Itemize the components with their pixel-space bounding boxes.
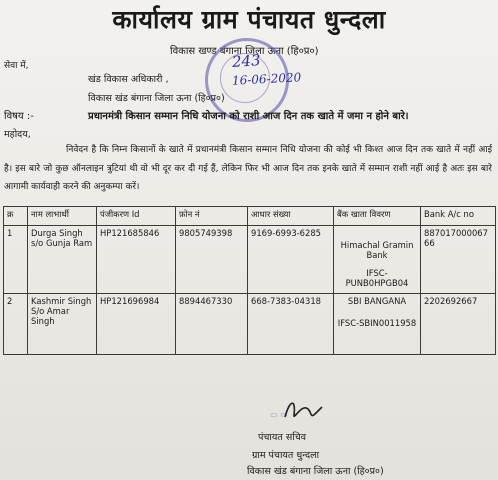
cell-sno: 1 <box>4 226 28 294</box>
official-seal-mark: ▭ ▭ <box>269 409 288 420</box>
cell-aadhaar: 9169-6993-6285 <box>248 226 334 294</box>
addressee-line-1: खंड विकास अधिकारी , <box>88 74 169 85</box>
col-header-account-no: Bank A/c no <box>421 207 496 226</box>
col-header-aadhaar: आधार संख्या <box>248 207 334 226</box>
signatory-office: ग्राम पंचायत धुन्दला <box>252 450 320 461</box>
cell-bank-details <box>334 294 421 355</box>
cell-account-no: 2202692667 <box>421 294 496 355</box>
col-header-registration-id: पंजीकरण Id <box>97 207 176 226</box>
signatory-block: विकास खंड बंगाना जिला ऊना (हि०प्र०) <box>247 466 384 477</box>
cell-bank-details <box>334 226 421 294</box>
subject-label: विषय :- <box>4 111 34 122</box>
office-subheading: विकास खण्ड बंगाना जिला ऊना (हि०प्र०) <box>170 46 319 57</box>
letter-body: निवेदन है कि निम्न किसानों के खाते में प्रधानमंत्री किसान सम्मान निधि योजना की कोई भी किश्त आज दिन तक खाते में नहीं आई है। इस बारे जो कुछ ऑनलाइन त्रुटियां थी वो भी दूर कर दी गई हैं, लेकिन फिर भी आज दिन तक इनके खाते में सम्मान राशी नहीं आई है अतः इस बारे आगामी कार्यवाही करने की अनुकम्पा करें। <box>4 145 492 192</box>
cell-phone: 8894467330 <box>176 294 248 355</box>
cell-registration-id: HP121685846 <box>97 226 176 294</box>
col-header-name: नाम लाभार्थी <box>28 207 97 226</box>
col-header-bank-details: बैंक खाता विवरण <box>334 207 421 226</box>
cell-phone: 9805749398 <box>176 226 248 294</box>
cell-sno: 2 <box>4 294 28 355</box>
salutation: महोदय, <box>4 129 31 140</box>
office-title: कार्यालय ग्राम पंचायत धुन्दला <box>112 5 386 34</box>
bank-name: Himachal Gramin Bank <box>340 240 414 260</box>
cell-account-no: 88701700006766 <box>421 226 496 294</box>
table-row <box>4 294 496 355</box>
addressee-line-2: विकास खंड बंगाना जिला ऊना (हि०प्र०) <box>88 93 225 104</box>
signature-area <box>270 395 400 435</box>
handwritten-signature <box>280 395 340 425</box>
cell-aadhaar: 668-7383-04318 <box>248 294 334 355</box>
bank-name: SBI BANGANA <box>347 296 407 306</box>
cell-name: Durga Singh s/o Gunja Ram <box>28 226 97 294</box>
bank-ifsc: IFSC-SBIN0011958 <box>337 318 417 328</box>
handwritten-diary-number: 243 <box>231 51 262 71</box>
cell-registration-id: HP121696984 <box>97 294 176 355</box>
signatory-designation: पंचायत सचिव <box>258 432 307 443</box>
table-row <box>4 226 496 294</box>
table-header-row <box>4 207 496 226</box>
subject-text: प्रधानमंत्री किसान सम्मान निधि योजना को राशी आज दिन तक खाते में जमा न होने बारे। <box>88 111 409 122</box>
beneficiary-table <box>3 206 496 355</box>
col-header-sno: क्र <box>4 207 28 226</box>
cell-name: Kashmir Singh S/o Amar Singh <box>28 294 97 355</box>
handwritten-date: 16-06-2020 <box>231 70 302 88</box>
bank-ifsc: IFSC-PUNB0HPGB04 <box>345 268 409 288</box>
seva-me: सेवा में, <box>4 61 29 71</box>
col-header-phone: फ़ोन नं <box>176 207 248 226</box>
